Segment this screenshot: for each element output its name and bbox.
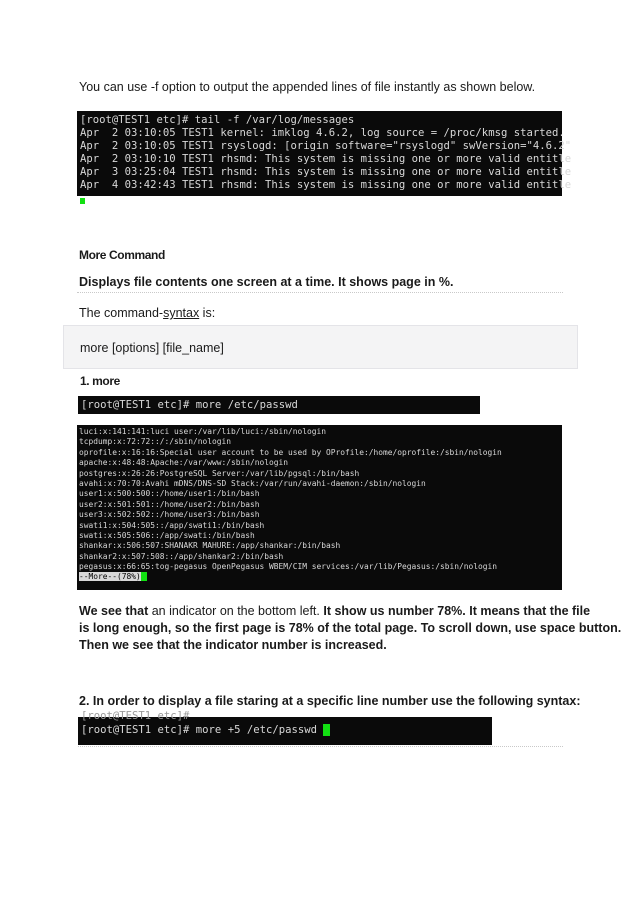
syntax-code: more [options] [file_name] — [80, 341, 224, 355]
explanation-lead: We see that — [79, 604, 149, 618]
terminal-line: user2:x:501:501::/home/user2:/bin/bash — [79, 499, 260, 509]
terminal-line: Apr 2 03:10:05 TEST1 kernel: imklog 4.6.2, log source = /proc/kmsg started. — [80, 127, 565, 139]
explanation-line-2: is long enough, so the first page is 78% of the total page. To scroll down, use space button. — [79, 621, 622, 635]
terminal-line-partial: [root@TEST1 etc]# — [81, 710, 190, 722]
more-percentage-indicator: --More--(78%) — [79, 572, 141, 582]
terminal-line: Apr 3 03:25:04 TEST1 rhsmd: This system is missing one or more valid entitle — [80, 166, 572, 178]
terminal-line: user3:x:502:502::/home/user3:/bin/bash — [79, 510, 260, 520]
terminal-line: [root@TEST1 etc]# tail -f /var/log/messages — [80, 114, 355, 126]
terminal-line: Apr 4 03:42:43 TEST1 rhsmd: This system is missing one or more valid entitle — [80, 179, 572, 191]
terminal-line: postgres:x:26:26:PostgreSQL Server:/var/lib/pgsql:/bin/bash — [79, 468, 360, 478]
more-description: Displays file contents one screen at a time. It shows page in %. — [79, 275, 454, 289]
terminal-command: [root@TEST1 etc]# more +5 /etc/passwd — [81, 724, 324, 736]
terminal-line: pegasus:x:66:65:tog-pegasus OpenPegasus WBEM/CIM services:/var/lib/Pegasus:/sbin/nologin — [79, 562, 498, 572]
syntax-code-box — [63, 325, 578, 369]
terminal-line: luci:x:141:141:luci user:/var/lib/luci:/sbin/nologin — [79, 427, 327, 436]
terminal-line: shankar2:x:507:508::/app/shankar2:/bin/bash — [79, 551, 284, 561]
terminal-cursor — [141, 572, 147, 581]
terminal-passwd-output — [77, 425, 562, 590]
syntax-intro-pre: The command- — [79, 306, 164, 320]
terminal-tail-output — [77, 111, 572, 196]
terminal-line: avahi:x:70:70:Avahi mDNS/DNS-SD Stack:/var/run/avahi-daemon:/sbin/nologin — [79, 478, 426, 488]
terminal-line: [root@TEST1 etc]# more /etc/passwd — [81, 399, 298, 411]
terminal-cursor — [80, 198, 85, 204]
terminal-line: tcpdump:x:72:72::/:/sbin/nologin — [79, 437, 232, 447]
terminal-line: apache:x:48:48:Apache:/var/www:/sbin/nologin — [79, 458, 289, 468]
divider — [78, 746, 563, 747]
section-heading: More Command — [79, 248, 165, 262]
syntax-intro — [79, 305, 215, 321]
terminal-line: swati1:x:504:505::/app/swati1:/bin/bash — [79, 520, 265, 530]
terminal-more-offset — [78, 710, 492, 745]
explanation-line-3: Then we see that the indicator number is increased. — [79, 638, 387, 652]
example-label: 1. more — [80, 374, 120, 388]
syntax-link[interactable]: syntax — [163, 306, 200, 320]
terminal-line: swati:x:505:506::/app/swati:/bin/bash — [79, 530, 255, 540]
terminal-line: Apr 2 03:10:10 TEST1 rhsmd: This system is missing one or more valid entitle — [80, 153, 572, 165]
terminal-line: shankar:x:506:507:SHANAKR MAHURE:/app/shankar:/bin/bash — [79, 541, 341, 551]
explanation-line-1 — [79, 603, 590, 619]
syntax-intro-post: is: — [199, 306, 216, 320]
terminal-line — [81, 723, 330, 737]
terminal-line: oprofile:x:16:16:Special user account to be used by OProfile:/home/oprofile:/sbin/nologin — [79, 447, 502, 457]
terminal-line: user1:x:500:500::/home/user1:/bin/bash — [79, 489, 260, 499]
terminal-more-command — [78, 396, 480, 414]
terminal-line: Apr 2 03:10:05 TEST1 rsyslogd: [origin software="rsyslogd" swVersion="4.6.2" — [80, 140, 572, 152]
divider — [77, 292, 563, 293]
explanation-bold: It show us number 78%. It means that the file — [323, 604, 591, 618]
terminal-cursor — [323, 724, 330, 736]
explanation-plain: an indicator on the bottom left. — [148, 604, 324, 618]
intro-text: You can use -f option to output the appended lines of file instantly as shown below. — [79, 80, 536, 94]
example-2-text: 2. In order to display a file staring at a specific line number use the following syntax: — [79, 694, 581, 708]
